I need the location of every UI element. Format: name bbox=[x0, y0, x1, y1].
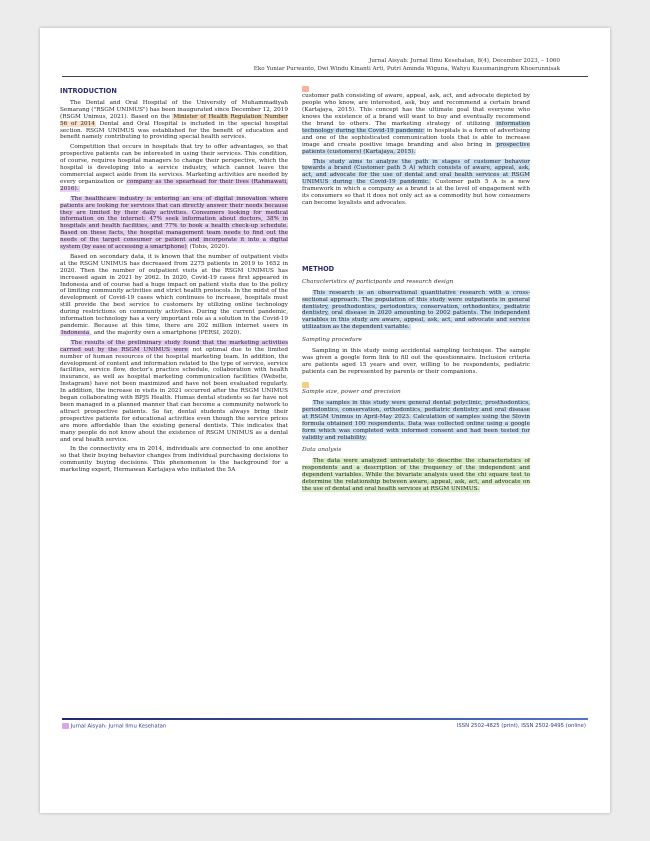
highlight-indonesia[interactable]: Indonesia bbox=[61, 329, 90, 336]
highlight-samples[interactable]: The samples in this study were general dental polyclinic, prosthodontics, periodontics, conservation, orthodontics, pediatric dentistry and oral disease at RSGM Unimus in April-May 2023. Calculation of samples using the Slovin formula obtained 100 respondents. Data was collected online using a google form which was completed with informed consent and had been tested for validity and reliability. bbox=[302, 400, 530, 441]
intro-paragraph-1: The Dental and Oral Hospital of the University of Muhammadiyah Semarang ("RSGM UNIMUS") has been inaugurated since December 12, 2019 (RSGM Unimus, 2021). Based on the Minister of Health Regulation Number 56 of 2014 Dental and Oral Hospital is included in the special hospital section. RSGM UNIMUS was established for the benefit of education and benefit namely contributing to providing special health services. bbox=[60, 99, 288, 141]
method-paragraph-4 bbox=[302, 458, 530, 493]
intro-paragraph-3: The healthcare industry is entering an era of digital innovation where patients are looking for services that can directly answer their needs because they are limited by their daily activities. Consumers looking for medical information on the internet: 47% seek information about doctors, 38% in hospitals and health facilities, and 77% to book a health check-up schedule. Based on these facts, the hospital management team needs to find out the needs of the target consumer or patient and incorporate it into a digital system (by ease of accessing a smartphone) (Tobis, 2020). bbox=[60, 195, 288, 251]
highlight-research-design[interactable]: This research is an observational quantitative research with a cross-sectional approach. The population of this study were outpatients in general dentistry, prosthodontics, periodontics, conservation, orthodontics, pediatric dentistry, oral disease in 2020 amounting to 2002 patients. The independent variables in this study are aware, appeal, ask, act, and advocate and service utilization as the dependent variable. bbox=[302, 289, 530, 331]
highlight-data-analysis[interactable]: The data were analyzed univariately to describe the characteristics of respondents and a description of the frequency of the independent and dependent variables. While the bivariate analysis used the chi square test to determine the relationship between aware, appeal, ask, act, and advocate on the use of dental and oral health services at RSGM UNIMUS. bbox=[302, 458, 530, 492]
header-journal-line: Jurnal Aisyah: Jurnal Ilmu Kesehatan, 8(4), December 2023, – 1060 bbox=[369, 58, 560, 64]
highlight-prospective-patients[interactable]: prospective patients (customers) (Kartajaya, 2015). bbox=[302, 141, 530, 155]
intro-paragraph-7: customer path consisting of aware, appeal, ask, act, and advocate depicted by people who know, are interested, ask, buy and recommend a certain brand (Kartajaya, 2015). This concept has the ultimate goal that everyone who knows the existence of a brand will want to buy and eventually recommend the brand to others. The marketing strategy of utilizing information technology during the Covid-19 pandemic in hospitals is a form of advertising and one of the sophisticated communication tools that is able to increase image and create positive image branding and also bring in prospective patients (customers) (Kartajaya, 2015). bbox=[302, 86, 530, 156]
intro-paragraph-5: The results of the preliminary study found that the marketing activities carried out by the RSGM UNIMUS were not optimal due to the limited number of human resources of the hospital marketing team. In addition, the development of content and information related to the type of service, service facilities, service flow, doctor's practice schedule, collaboration with health insurance, as well as hospital marketing communication facilities (Website, Instagram) have not been maximized and have not been evaluated regularly. In addition, the increase in visits in 2021 occurred after the RSGM UNIMUS began collaborating with BPJS Health. Humas dental students so far have not been managed in a planned manner that can become a community network to attract prospective patients. So far, dental students always bring their prospective patients for educational activities even though the service prices are more affordable than the existing general dentists. This indicates that many people do not know about the existence of RSGM UNIMUS as a dental and oral health service. bbox=[60, 339, 288, 443]
paper-page bbox=[40, 28, 610, 813]
method-heading: METHOD bbox=[302, 264, 335, 273]
participants-subheading: Characteristics of participants and research design bbox=[302, 278, 454, 285]
left-column bbox=[60, 86, 288, 477]
highlight-it-covid[interactable]: information technology during the Covid-19 pandemic bbox=[302, 121, 530, 134]
footer-rule bbox=[62, 718, 588, 720]
sampling-subheading: Sampling procedure bbox=[302, 337, 362, 344]
annotation-marker[interactable] bbox=[302, 382, 309, 388]
footer-journal: Jurnal Aisyah: Jurnal Ilmu Kesehatan bbox=[62, 723, 166, 730]
annotation-marker[interactable] bbox=[302, 86, 309, 92]
running-header bbox=[254, 58, 560, 73]
method-paragraph-2: Sampling in this study using accidental sampling technique. The sample was given a google form link to fill out the questionnaire. Inclusion criteria are patients aged 15 years and over, willing to be respondents, pediatric patients can be represented by parents or their companions. bbox=[302, 348, 530, 375]
highlight-study-aim[interactable]: This study aims to analyze the path in stages of customer behavior towards a brand (Customer path 5 A) which consists of aware, appeal, ask, act, and advocate for the use of dental and oral health services at RSGM UNIMUS during the Covid-19 pandemic. bbox=[302, 158, 530, 186]
data-analysis-subheading: Data analysis bbox=[302, 447, 342, 454]
intro-paragraph-4: Based on secondary data, it is known that the number of outpatient visits at the RSGM UNIMUS has decreased from 2275 patients in 2019 to 1652 in 2020. Then the number of outpatient visits at the RSGM UNIMUS has increased again in 2021 by 2062. In 2020, Covid-19 cases first appeared in Indonesia and of course had a huge impact on patient visits due to the policy of limiting community activities and strict health protocols. In the midst of the development of Covid-19 cases which continues to increase, hospitals must still provide the best service to customers by utilizing online technology during restrictions on community activities. During the current pandemic, information technology has a very important role as a solution in the Covid-19 pandemic. Because at this time, there are 202 million internet users in Indonesia, and the majority own a smartphone (PERSI, 2020). bbox=[60, 253, 288, 336]
header-authors-line: Eko Yuniar Purwanto, Dwi Windu Kinanti Arti, Putri Aminda Wiguna, Wahyu Kusumaningrum Khoerunnisak bbox=[253, 65, 560, 72]
header-rule bbox=[62, 76, 588, 77]
highlight-regulation[interactable]: Minister of Health Regulation Number 56 of 2014 bbox=[60, 113, 288, 127]
right-column bbox=[302, 86, 530, 496]
highlight-marketing[interactable]: company as the spearhead for their lives (Rahmawati, 2016). bbox=[60, 178, 288, 192]
method-paragraph-3 bbox=[302, 400, 530, 441]
intro-paragraph-6: In the connectivity era in 2014, individuals are connected to one another so that their buying behavior changes from individual purchasing decisions to community buying decisions. This phenomenon is the background for a marketing expert, Hermawan Kartajaya who initiated the 5A bbox=[60, 446, 288, 474]
method-paragraph-1 bbox=[302, 290, 530, 331]
annotation-marker[interactable] bbox=[62, 723, 69, 729]
introduction-heading: INTRODUCTION bbox=[60, 87, 117, 95]
study-aim-paragraph: This study aims to analyze the path in stages of customer behavior towards a brand (Customer path 5 A) which consists of aware, appeal, ask, act, and advocate for the use of dental and oral health services at RSGM UNIMUS during the Covid-19 pandemic. Customer path 5 A is a new framework in which a company as a brand is at the level of engagement with its consumers so that it does not only act as a commodity but how consumers can become loyalists and advocates. bbox=[302, 158, 530, 206]
sample-size-subheading: Sample size, power and precision bbox=[302, 382, 530, 396]
highlight-digital-innovation[interactable]: The healthcare industry is entering an era of digital innovation where patients are looking for services that can directly answer their needs because they are limited by their daily activities. Consumers looking for medical information on the internet: 47% seek information about doctors, 38% in hospitals and health facilities, and 77% to book a health check-up schedule. Based on these facts, the hospital management team needs to find out the needs of the target consumer or patient and incorporate it into a digital system (by ease of accessing a smartphone) bbox=[60, 195, 288, 251]
highlight-preliminary-study[interactable]: The results of the preliminary study found that the marketing activities carried out by the RSGM UNIMUS were bbox=[60, 339, 288, 353]
footer-issn: ISSN 2502-4825 (print), ISSN 2502-9495 (online) bbox=[456, 723, 586, 729]
intro-paragraph-2: Competition that occurs in hospitals that try to offer advantages, so that prospective patients can be interested in using their services. This condition, of course, requires hospital managers to change their perspective, which the hospital is developing into a service industry, which cannot leave the commercial aspect aside from its services. Marketing activities are needed by every organization or company as the spearhead for their lives (Rahmawati, 2016). bbox=[60, 144, 288, 192]
